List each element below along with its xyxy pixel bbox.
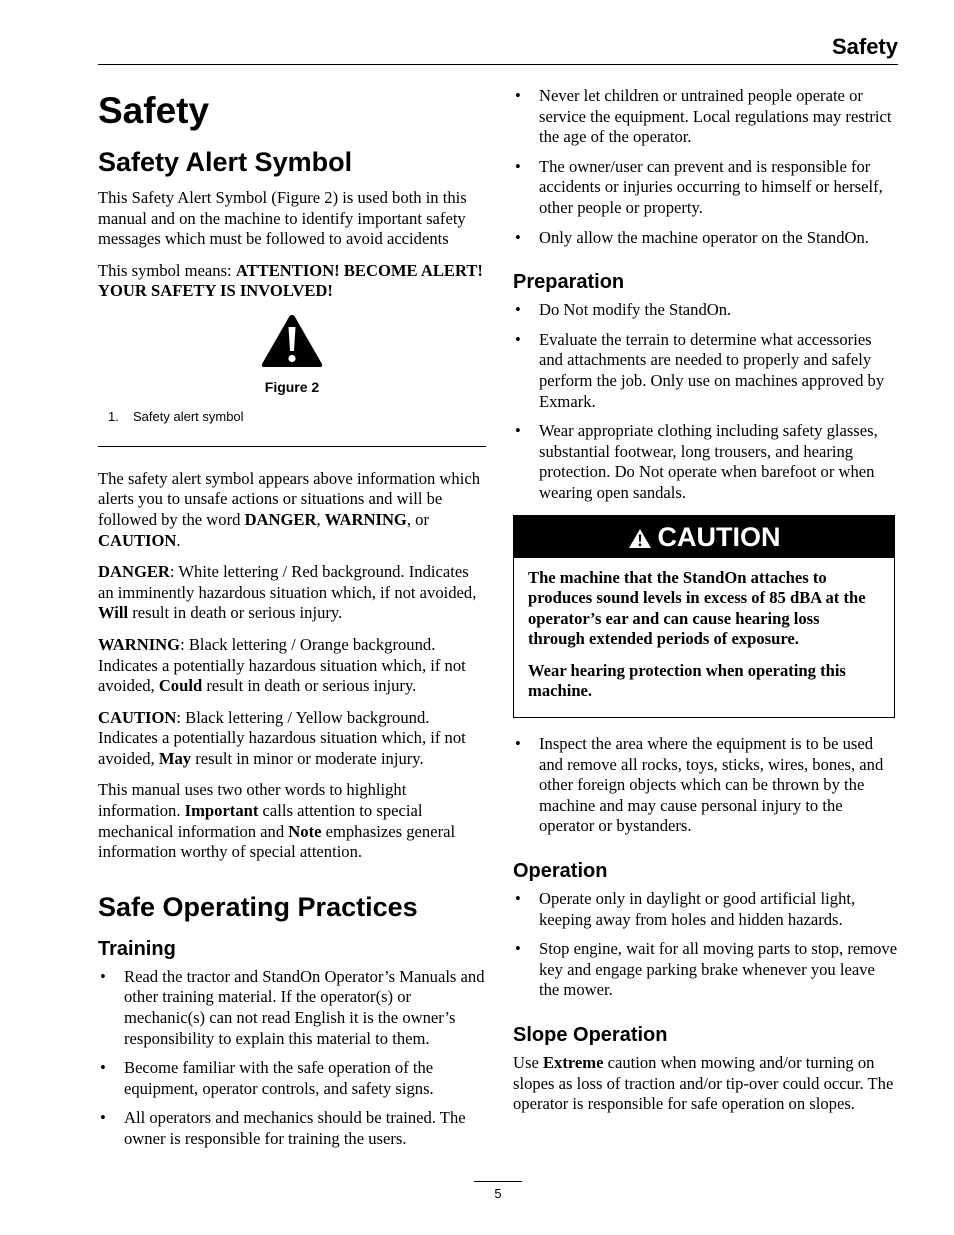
list-item: • The owner/user can prevent and is responsible for accidents or injuries occurring to himself or herself, other people or property. — [513, 157, 899, 219]
training-list-continued — [513, 86, 899, 248]
word-warning: WARNING — [324, 509, 407, 529]
word-danger: DANGER — [244, 509, 317, 529]
symbol-meaning-paragraph — [98, 261, 486, 302]
caution-box-body — [514, 558, 894, 718]
word-note: Note — [288, 821, 322, 841]
list-item: • Become familiar with the safe operation of the equipment, operator controls, and safety signs. — [98, 1058, 486, 1099]
figure-rule — [98, 446, 486, 447]
caution-box-paragraph: The machine that the StandOn attaches to produces sound levels in excess of 85 dBA at the operator’s ear and can cause hearing loss through extended periods of exposure. — [528, 567, 866, 649]
appears-paragraph — [98, 469, 486, 551]
list-item: • Only allow the machine operator on the StandOn. — [513, 228, 899, 249]
manual-text: calls attention to special mechanical information and — [98, 801, 423, 841]
caution-text-end: result in minor or moderate injury. — [191, 748, 424, 768]
warning-bold: Could — [158, 676, 203, 696]
callout-number: 1. — [108, 409, 119, 425]
slope-text: Use — [513, 1053, 543, 1072]
right-column — [513, 86, 899, 1126]
symbol-meaning-text: This symbol means: — [98, 260, 236, 280]
manual-text: This manual uses two other words to highlight information. — [98, 780, 407, 821]
slope-paragraph — [513, 1053, 899, 1115]
list-item: • Do Not modify the StandOn. — [513, 300, 899, 321]
training-list — [98, 967, 486, 1150]
safety-alert-heading: Safety Alert Symbol — [98, 147, 353, 177]
manual-words-paragraph — [98, 780, 486, 862]
inspect-list — [513, 734, 899, 837]
warning-label: WARNING — [98, 634, 181, 654]
list-item: • Operate only in daylight or good artificial light, keeping away from holes and hidden hazards. — [513, 889, 899, 930]
header-rule — [98, 64, 898, 65]
danger-label: DANGER — [98, 562, 170, 582]
caution-label: CAUTION — [98, 707, 177, 727]
caution-box — [513, 515, 895, 719]
slope-operation-heading: Slope Operation — [513, 1024, 668, 1046]
danger-bold: Will — [98, 603, 129, 623]
manual-text: emphasizes general information worthy of special attention. — [98, 821, 456, 862]
slope-text-end: caution when mowing and/or turning on slopes as loss of traction and/or tip-over could occur. The operator is responsible for safe operation on slopes. — [513, 1053, 894, 1114]
list-item: • Evaluate the terrain to determine what accessories and attachments are needed to properly and safely perform the job. Only use on machines approved by Exmark. — [513, 330, 899, 412]
danger-paragraph — [98, 562, 486, 624]
left-column — [98, 86, 486, 1161]
running-header-title: Safety — [831, 34, 898, 59]
caution-bold: May — [158, 748, 192, 768]
caution-box-title: CAUTION — [657, 521, 781, 552]
warning-text: : Black lettering / Orange background. Indicates a potentially hazardous situation which, if not avoided, — [98, 634, 466, 696]
training-heading: Training — [98, 937, 176, 960]
caution-text: : Black lettering / Yellow background. Indicates a potentially hazardous situation which, if not avoided, — [98, 707, 466, 768]
appears-end: . — [176, 530, 181, 550]
operation-heading: Operation — [513, 860, 608, 883]
list-item: • All operators and mechanics should be trained. The owner is responsible for training the users. — [98, 1108, 486, 1149]
caution-box-header — [514, 516, 894, 558]
slope-bold: Extreme — [542, 1053, 604, 1072]
page-number-rule — [474, 1181, 522, 1182]
figure-2 — [98, 313, 486, 397]
danger-text-end: result in death or serious injury. — [128, 603, 343, 623]
alert-paragraph: This Safety Alert Symbol (Figure 2) is used both in this manual and on the machine to identify important safety messages which must be followed to avoid accidents — [98, 188, 467, 249]
appears-sep: , — [316, 509, 325, 529]
appears-sep: , or — [406, 509, 429, 529]
warning-triangle-icon — [628, 528, 652, 549]
warning-text-end: result in death or serious injury. — [202, 676, 417, 696]
safe-operating-practices-heading: Safe Operating Practices — [98, 891, 418, 922]
list-item: • Stop engine, wait for all moving parts to stop, remove key and engage parking brake whenever you leave the mower. — [513, 939, 899, 1001]
preparation-heading: Preparation — [513, 271, 625, 294]
figure-caption: Figure 2 — [264, 378, 320, 395]
list-item: • Never let children or untrained people operate or service the equipment. Local regulations may restrict the age of the operator. — [513, 86, 899, 148]
preparation-list — [513, 300, 899, 503]
word-caution: CAUTION — [98, 530, 177, 550]
danger-text: : White lettering / Red background. Indicates an imminently hazardous situation which, if not avoided, — [98, 562, 477, 602]
list-item: • Wear appropriate clothing including safety glasses, substantial footwear, long trousers, and hearing protection. Do Not operate when barefoot or when wearing open sandals. — [513, 421, 899, 503]
appears-text: The safety alert symbol appears above information which alerts you to unsafe actions or situations and will be followed by the word — [98, 468, 480, 529]
callout-text: Safety alert symbol — [133, 409, 244, 425]
word-important: Important — [184, 801, 259, 821]
list-item: • Read the tractor and StandOn Operator’s Manuals and other training material. If the operator(s) or mechanic(s) can not read English it is the owner’s responsibility to explain this material to them. — [98, 967, 486, 1049]
caution-box-paragraph: Wear hearing protection when operating this machine. — [528, 660, 846, 701]
caution-paragraph — [98, 708, 486, 770]
figure-callout — [108, 407, 486, 428]
list-item: • Inspect the area where the equipment is to be used and remove all rocks, toys, sticks, wires, bones, and other foreign objects which can be thrown by the machine and may cause personal injury to the operator or bystanders. — [513, 734, 899, 837]
symbol-meaning-bold: ATTENTION! BECOME ALERT! YOUR SAFETY IS INVOLVED! — [98, 260, 483, 301]
page-title: Safety — [98, 90, 210, 131]
page-number: 5 — [494, 1186, 502, 1201]
operation-list — [513, 889, 899, 1001]
warning-paragraph — [98, 635, 486, 697]
safety-alert-symbol-icon — [260, 313, 324, 369]
